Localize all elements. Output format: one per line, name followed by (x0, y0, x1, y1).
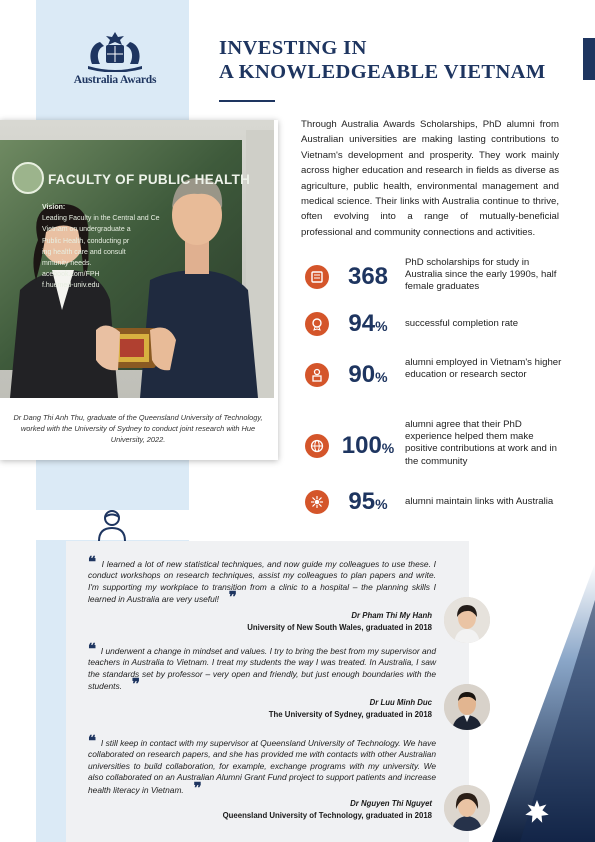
open-quote-icon: ❝ (88, 734, 97, 750)
stat-row (303, 419, 573, 467)
close-quote-icon: ❞ (124, 677, 140, 694)
avatar (444, 597, 490, 643)
stat-row (303, 487, 573, 517)
stat-row (303, 357, 573, 390)
stat-description: alumni agree that their PhD experience helped them make positive contributions at work and in the community (405, 419, 557, 467)
banner-line: Vietnam on undergraduate a (42, 226, 131, 234)
corner-accent-bar (583, 38, 595, 80)
award-icon (305, 312, 329, 336)
scholarship-icon (305, 265, 329, 289)
testimonial-name: Dr Pham Thi My Hanh (351, 611, 432, 620)
stat-number: 100% (341, 432, 395, 459)
testimonial-name: Dr Luu Minh Duc (369, 698, 432, 707)
banner-line: acebook.com/FPH (42, 271, 100, 279)
australia-awards-logo (60, 30, 170, 86)
banner-line: mmunity needs. (42, 260, 92, 268)
testimonial-affiliation: The University of Sydney, graduated in 2018 (268, 710, 432, 719)
stat-row (303, 257, 573, 293)
banner-line: Leading Faculty in the Central and Ce (42, 215, 160, 223)
open-quote-icon: ❝ (88, 555, 97, 571)
stat-number: 94% (348, 310, 388, 337)
network-icon (305, 490, 329, 514)
banner-line: f.huemed-univ.edu (42, 282, 100, 290)
stat-number: 95% (348, 488, 388, 515)
testimonial-quote: ❝ I underwent a change in mindset and values. I try to bring the best from my supervisor and teachers in Australia to Vietnam. I treat my students the way I was treated. In Australia, I saw the standards set by professor – very open and friendly, but just enough boundaries with the students. ❞ (88, 642, 436, 694)
stat-number: 90% (348, 361, 388, 388)
stat-description: PhD scholarships for study in Australia since the early 1990s, half female graduates (405, 257, 557, 293)
title-underline (219, 100, 275, 102)
title-line-1: INVESTING IN (219, 37, 367, 59)
photo-card (0, 120, 278, 460)
stat-description: successful completion rate (405, 318, 519, 329)
stat-number: 368 (347, 263, 389, 290)
testimonial-affiliation: Queensland University of Technology, graduated in 2018 (222, 811, 432, 820)
testimonial-affiliation: University of New South Wales, graduated in 2018 (247, 623, 432, 632)
close-quote-icon: ❞ (186, 780, 202, 797)
employed-icon (305, 363, 329, 387)
title-line-2: A KNOWLEDGEABLE VIETNAM (219, 61, 546, 83)
testimonial-quote: ❝ I learned a lot of new statistical techniques, and now guide my colleagues to use these. I conduct workshops on research techniques, assist my colleagues to plan papers and write. I'm supporting my workplace to transition from a clinic to a hospital – the planning skills I learned in Australia are very useful! ❞ (88, 555, 436, 607)
photo-banner-lines (42, 202, 222, 292)
stat-description: alumni employed in Vietnam's higher education or research sector (405, 357, 562, 381)
testimonial-quote: ❝ I still keep in contact with my supervisor at Queensland University of Technology. We have collaborated on research papers, and she has provided me with contacts with other Australian universities to build collaboration, for example, exchange programs with my university. We also collaborated on an Australian Alumni Grant Fund project to support patients and increase health literacy in Vietnam. ❞ (88, 734, 437, 797)
avatar (444, 785, 490, 831)
banner-line: Public Health, conducting pr (42, 237, 130, 245)
banner-line: ing health care and consult (42, 248, 126, 256)
stat-description: alumni maintain links with Australia (405, 496, 554, 507)
banner-line: Vision: (42, 204, 66, 211)
intro-paragraph: Through Australia Awards Scholarships, PhD alumni from Australian universities are making lasting contributions to Vietnam's development and prosperity. They work mainly across higher education and research in fields as diverse as agriculture, public health, environmental management and medical science. Their links with Australia continue to thrive, often evolving into a range of mutually-beneficial professional and community connections and activities. (301, 119, 559, 238)
star-icon (524, 799, 550, 825)
coat-of-arms-icon (84, 30, 146, 72)
logo-wordmark: Australia Awards (73, 74, 157, 86)
avatar (444, 684, 490, 730)
testimonial-name: Dr Nguyen Thi Nguyet (350, 799, 432, 808)
close-quote-icon: ❞ (221, 590, 237, 607)
person-icon (96, 508, 128, 542)
photo-caption: Dr Dang Thi Anh Thu, graduate of the Queensland University of Technology, worked with the University of Sydney to conduct joint research with Hue University, 2022. (13, 413, 263, 444)
photo-banner: FACULTY OF PUBLIC HEALTH (48, 172, 251, 187)
open-quote-icon: ❝ (88, 642, 97, 658)
globe-icon (305, 434, 329, 458)
testimonials-panel (66, 541, 469, 842)
stat-row (303, 309, 573, 339)
page-title (219, 36, 579, 84)
